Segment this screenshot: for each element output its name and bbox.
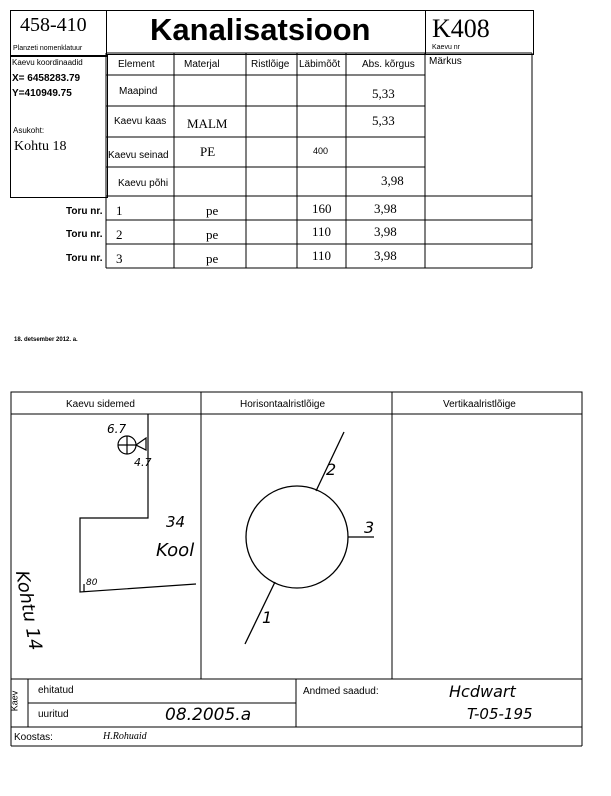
row-element-3: Kaevu seinad xyxy=(108,150,169,161)
col-note: Märkus xyxy=(429,56,462,67)
pipe-diameter-1: 160 xyxy=(312,201,332,216)
author-label: Koostas: xyxy=(14,732,53,743)
pipe-label-2: Toru nr. xyxy=(66,229,103,240)
col-diameter: Läbimõõt xyxy=(299,59,341,70)
panel-title-vertical: Vertikaalristlõige xyxy=(443,399,516,410)
pipe-label-3: Toru nr. xyxy=(66,253,103,264)
pipe-label-1: Toru nr. xyxy=(66,206,103,217)
location-label: Asukoht: xyxy=(13,126,45,135)
pipe-no-1: 1 xyxy=(116,203,123,218)
pipe-height-3: 3,98 xyxy=(374,248,397,263)
row-height-4: 3,98 xyxy=(381,173,404,188)
row-element-4: Kaevu põhi xyxy=(118,178,169,189)
coord-y: Y=410949.75 xyxy=(12,88,72,99)
pipe-mark-3: 3 xyxy=(364,518,375,537)
location-value: Kohtu 18 xyxy=(14,139,67,154)
sketch-note-2: 4.7 xyxy=(134,456,152,469)
kaev-label: Kaev xyxy=(9,690,20,712)
data-received-value-1: Hcdwart xyxy=(449,682,516,701)
sketch-street: Kohtu 14 xyxy=(10,568,46,653)
pipe-mark-1: 1 xyxy=(262,608,273,627)
author-name: H.Rohuaid xyxy=(103,731,147,742)
pipe-diameter-2: 110 xyxy=(312,224,332,239)
row-material-3: PE xyxy=(200,144,216,159)
sketch-note-5: 80 xyxy=(86,578,98,588)
pipe-height-1: 3,98 xyxy=(374,201,397,216)
page-title: Kanalisatsioon xyxy=(150,12,371,47)
built-label: ehitatud xyxy=(38,685,74,696)
sketch-note-3: 34 xyxy=(166,513,186,531)
nomenclature-code: 458-410 xyxy=(20,14,87,36)
col-section: Ristlõige xyxy=(251,59,290,70)
coords-label: Kaevu koordinaadid xyxy=(12,58,83,67)
sketch-note-4: Kool xyxy=(156,540,195,561)
row-height-1: 5,33 xyxy=(372,86,395,101)
pipe-diameter-3: 110 xyxy=(312,248,332,263)
data-received-value-2: T-05-195 xyxy=(467,705,533,723)
panel-title-horizontal: Horisontaalristlõige xyxy=(240,399,326,410)
coord-x: X= 6458283.79 xyxy=(12,73,81,84)
sketch-note-1: 6.7 xyxy=(107,422,127,436)
pipe-no-3: 3 xyxy=(116,251,123,266)
surveyed-label: uuritud xyxy=(38,709,69,720)
pipe-material-2: pe xyxy=(206,227,219,242)
row-diameter-3: 400 xyxy=(313,146,329,156)
pipe-no-2: 2 xyxy=(116,227,123,242)
col-element: Element xyxy=(118,59,155,70)
col-height: Abs. kõrgus xyxy=(362,59,415,70)
well-no-label: Kaevu nr xyxy=(432,44,461,51)
surveyed-value: 08.2005.a xyxy=(165,705,252,725)
col-material: Materjal xyxy=(184,59,220,70)
row-element-2: Kaevu kaas xyxy=(114,116,167,127)
row-height-2: 5,33 xyxy=(372,113,395,128)
data-received-label: Andmed saadud: xyxy=(303,686,379,697)
pipe-mark-2: 2 xyxy=(326,460,337,479)
nomenclature-label: Planzeti nomenklatuur xyxy=(13,45,83,52)
well-no: K408 xyxy=(432,14,490,43)
document-date: 18. detsember 2012. a. xyxy=(14,337,78,343)
panel-title-connections: Kaevu sidemed xyxy=(66,399,135,410)
pipe-height-2: 3,98 xyxy=(374,224,397,239)
row-material-2: MALM xyxy=(187,116,228,131)
pipe-material-1: pe xyxy=(206,203,219,218)
row-element-1: Maapind xyxy=(119,86,158,97)
pipe-material-3: pe xyxy=(206,251,219,266)
